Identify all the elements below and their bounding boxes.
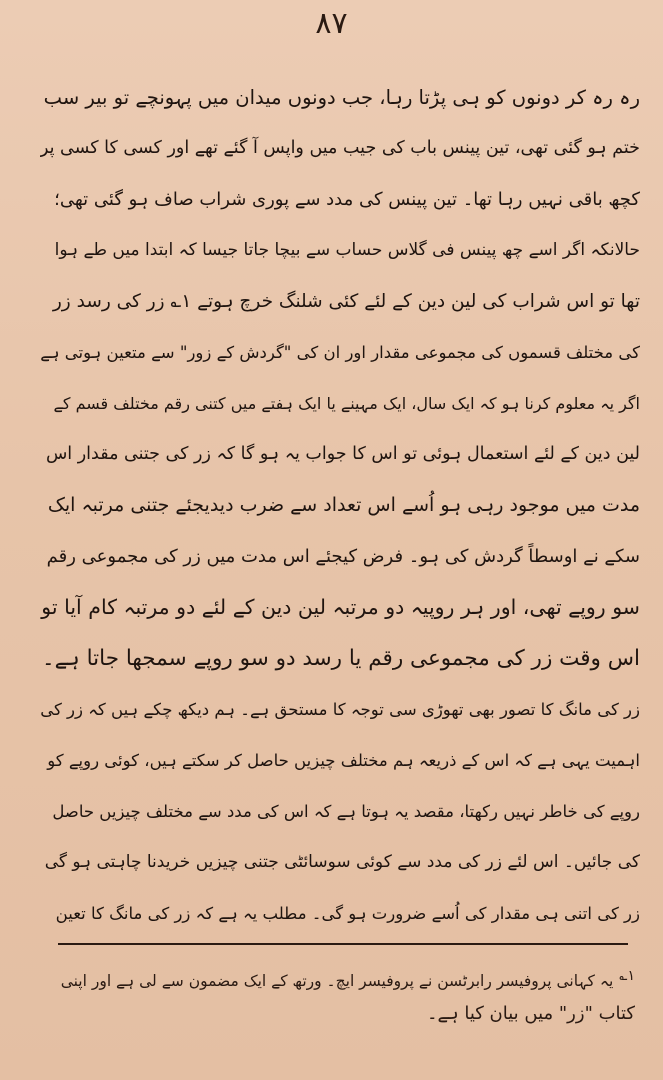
footnote-line: کتاب "زر" میں بیان کیا ہے۔ (426, 1003, 635, 1024)
text-line: سکے نے اوسطاً گردش کی ہو۔ فرض کیجئے اس مدت میں زر کی مجموعی رقم (46, 546, 640, 567)
footnote-marker: ۱؎ (619, 968, 635, 984)
text-line: کی مختلف قسموں کی مجموعی مقدار اور ان کی "گردش کے زور" سے متعین ہوتی ہے (40, 343, 640, 362)
page-number: ۸۷ (315, 6, 348, 41)
text-line: تھا تو اس شراب کی لین دین کے لئے کئی شلنگ خرچ ہوتے ۱؎ زر کی رسد زر (52, 291, 640, 312)
text-line: مدت میں موجود رہی ہو اُسے اس تعداد سے ضرب دیدیجئے جتنی مرتبہ ایک (47, 494, 640, 516)
text-line: زر کی اتنی ہی مقدار کی اُسے ضرورت ہو گی۔ مطلب یہ ہے کہ زر کی مانگ کا تعین (55, 904, 640, 923)
text-line: حالانکہ اگر اسے چھ پینس فی گلاس حساب سے بیچا جاتا جیسا کہ ابتدا میں طے ہوا (54, 240, 640, 260)
text-line: کی جائیں۔ اس لئے زر کی مدد سے کوئی سوسائٹی جتنی چیزیں خریدنا چاہتی ہو گی (44, 852, 640, 872)
text-line: کچھ باقی نہیں رہا تھا۔ تین پینس کی مدد سے پوری شراب صاف ہو گئی تھی؛ (54, 189, 640, 210)
text-line: ختم ہو گئی تھی، تین پینس باب کی جیب میں واپس آ گئے تھے اور کسی کا کسی پر (40, 138, 640, 158)
text-line: اگر یہ معلوم کرنا ہو کہ ایک سال، ایک مہینے یا ایک ہفتے میں کتنی رقم مختلف قسم کے (53, 394, 640, 413)
footnote-divider (58, 943, 628, 945)
footnote (60, 958, 635, 1032)
text-line: لین دین کے لئے استعمال ہوئی تو اس کا جواب یہ ہو گا کہ زر کی جتنی مقدار اس (45, 444, 640, 464)
text-line: سو روپے تھی، اور ہر روپیہ دو مرتبہ لین دین کے لئے دو مرتبہ کام آیا تو (41, 595, 640, 619)
footnote-text: یہ کہانی پروفیسر رابرٹسن نے پروفیسر ایچ۔ ورتھ کے ایک مضمون سے لی ہے اور اپنی (60, 972, 614, 991)
body-text (40, 72, 640, 939)
footnote-line (60, 958, 635, 995)
paragraph-start-line: زر کی مانگ کا تصور بھی تھوڑی سی توجہ کا مستحق ہے۔ ہم دیکھ چکے ہیں کہ زر کی (40, 700, 640, 719)
text-line: رہ رہ کر دونوں کو ہی پڑتا رہا، جب دونوں میدان میں پہونچے تو بیر سب (43, 86, 640, 109)
paragraph-end-line: اس وقت زر کی مجموعی رقم یا رسد دو سو روپے سمجھا جاتا ہے۔ (41, 646, 640, 671)
text-line: اہمیت یہی ہے کہ اس کے ذریعہ ہم مختلف چیزیں حاصل کر سکتے ہیں، کوئی روپے کو (47, 751, 640, 770)
text-line: روپے کی خاطر نہیں رکھتا، مقصد یہ ہوتا ہے کہ اس کی مدد سے مختلف چیزیں حاصل (52, 802, 640, 821)
